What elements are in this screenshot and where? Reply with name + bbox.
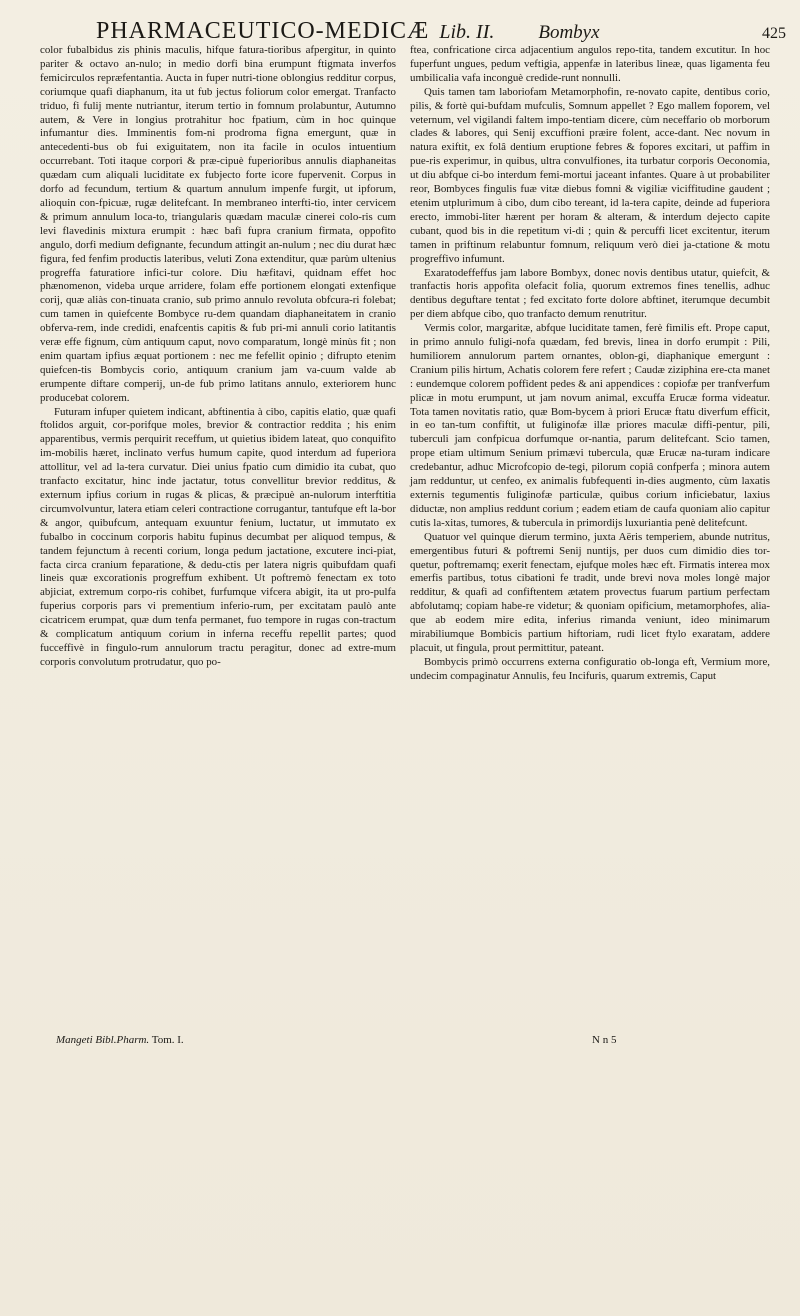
right-paragraph-4: Vermis color, margaritæ, abfque luciditate tamen, ferè fimilis eft. Prope caput, in primo annulo fuligi-nofa quædam, fed brevis, linea in dorfo erumpit : Pili, humiliorem annulorum partem ornantes, oblon-gi, diaphanique emergunt : Cranium pilis hirtum, Achatis colorem fere refert ; Caudæ ziziphina ere-cta manet : eundemque colorem poffident pedes & ani appendices : copiofæ per tranfverfum plicæ in motu erumpunt, ut jam novum animal, excuffa Erucæ forma videatur. Tota tamen novitatis ratio, quæ Bom-bycem à priori Erucæ ftatu diverfum efficit, in eo tan-tum confiftit, ut fuliginofæ illæ priores maculæ diffi-pentur, pili, tuberculi jam confpicua dorfumque or-nantia, parum delitefcant. Scio tamen, prope etiam ultimum Senium primævi tubercula, quæ Erucæ na-turam indicare credebantur, adhuc Microfcopio de-tegi, pilorum copiâ confperfa ; minora autem jam redduntur, ut cenfeo, ex animalis fubfequenti in-dies augmento, cùm laxatis externis tegumentis fuliginofæ particulæ, quibus corium inficiebatur, laxius diductæ, non amplius reddunt corium ; eadem etiam de caufa quoniam alio capitur cutis la-xitas, tumores, & tubercula in primordijs luxuriantia penè delitefcunt. (410, 322, 770, 529)
running-title: PHARMACEUTICO-MEDICÆ (96, 18, 430, 44)
right-paragraph-2: Quis tamen tam laboriofam Metamorphofin, re-novato capite, dentibus corio, pilis, & fortè qui-bufdam mufculis, Somnum appellet ? Ego mallem foporem, vel veternum, vel vigilandi faltem impo-tentiam dicere, cùm neceffario ob morborum clades & labores, qui Senij excuffioni præire folent, acce-dant. Nec novum in natura exiftit, ex folâ dentium eruptione febres & fopores excitari, ut paffim in pue-ris experimur, in quibus, ultra convulfiones, ita turbatur corporis Oeconomia, ut diu abfque ci-bo interdum femi-mortui jaceant infantes. Quare à ut probabiliter reor, Bombyces fingulis fuæ vitæ diebus fomni & vigiliæ viciffitudine gaudent ; etenim utplurimum à cibo, dum cibo tereant, id la-tera capite, deinde ad fuperiora erecto, immobi-liter hærent per horam & alteram, & interdum dejecto capite cubant, quod bis in die repetitum vi-di ; quin & percuffi licet excitentur, iterum tamen in priftinum relabuntur fomnum, reliquum verò diei ja-ctatione & motu progreffivo infumunt. (410, 85, 770, 265)
left-paragraph-1: color fubalbidus zis phinis maculis, hifque fatura-tioribus afpergitur, in quinto pariter & octavo an-nulo; in medio dorfi bina erumpunt ftigmata inverfos femicirculos repræfentantia. Aucta in fuper nutri-tione oblongius redditur corpus, coriumque quafi diaphanum, ita ut fub jectus foliorum color emergat. Tranfacto triduo, fi fulij mente nutriantur, iterum tertio in fomnum prolabuntur, Autumno autem, & Vere in longius protrahitur hoc fpatium, cùm in hoc quinque infumantur dies. Imminentis fom-ni prodroma figna emergunt, quæ in antecedenti-bus ob fui exiguitatem, non ita facile in oculos intuentium occurrebant. Toti itaque corpori & præ-cipuè fuperioribus annulis diaphaneitas quædam cum aliquali luciditate ex fubjecto forte icore fupervenit. Corpus in dorfo ad fecundum, tertium & quartum annulum impenfe furgit, ut ipforum, alioquin con-fpicuæ, rugæ delitefcant. In membraneo interfti-tio, inter cervicem & primum annulum loca-to, triangularis quædam maculæ cinerei colo-ris cum levi flavedinis mixtura erumpit : hæc bafi fupra cranium firmata, oppofito angulo, dorfi medium defignante, fecundum attingit an-nulum ; nec diu durat hæc figura, fed fenfim productis lateribus, veluti Zona extenditur, quæ parùm ultenius progreffa faturatiore infici-tur colore. Diu hæfitavi, quidnam effet hoc phænomenon, videba urque arridere, folam effe portionem elongati extenfique corij, quæ aliàs con-tinuata cranio, sub primo annulo revoluta obfcura-ri folebat; cum tamen in quiefcente Bombyce ru-dem quandam diaphaneitatem in cranio obferva-rem, inde credidi, enafcentis capitis & fub pri-mi annuli corio latitantis veræ effe fignum, cùm antiquum caput, novo comparatum, longè minùs fit ; non enim quartam ipfius æquat portionem : nec me fefellit opinio ; difrupto etenim quiefcen-tis Bombycis corio, antiquum cranium jam va-cuum valde ab erumpente diftare comperij, un-de fub primo latitans annulo, exteriorem hunc producebat colorem. (40, 44, 396, 404)
subject-heading: Bombyx (538, 22, 600, 43)
footer-source-title: Mangeti Bibl.Pharm. (56, 1034, 150, 1046)
signature-mark: N n 5 (592, 1034, 617, 1046)
right-paragraph-6: Bombycis primò occurrens externa configuratio ob-longa eft, Vermium more, undecim compaginatur Annulis, feu Incifuris, quarum extremis, Caput (410, 655, 770, 682)
footer-source (56, 1034, 184, 1046)
right-paragraph-1: ftea, confricatione circa adjacentium angulos repo-tita, tandem excutitur. In hoc fuperfunt ungues, pedum veftigia, appenfæ in lateribus lineæ, quas ligamenta feu umbilicalia vafa inconguè credide-runt nonnulli. (410, 44, 770, 84)
footer-tome: Tom. I. (151, 1034, 184, 1046)
left-paragraph-2: Futuram infuper quietem indicant, abftinentia à cibo, capitis elatio, quæ quafi ftolidos arguit, cor-porifque moles, brevior & contractior reddita ; his enim apparentibus, vermis perquirit receffum, ut quietius ibidem lateat, quo conquifito im-mobilis hæret, inclinato verfus humum capite, quod interdum ad fuperiora attollitur, vel ad la-tera curvatur. Diei unius fpatio cum dimidio ita cubat, quo tranfacto excitatur, hinc inde jactatur, totus convellitur brevior redditus, & externum ipfius corium in rugas & plicas, & præcipuè an-nulorum interftitia circumvolvuntur, latera etiam celeri contractione corrugantur, tantufque eft la-bor & angor, quibufcum, antequam exuuntur fenium, luctatur, ut immutato ex fubalbo in coccinum corporis habitu fupinus decumbat per aliquod tempus, & tandem fejunctum à recenti corium, longa pedum jactatione, excutere inci-piat, facta circa cranium feparatione, & dedu-ctis per latera nigris quibufdam quafi lineis quæ excorationis progreffum exhibent. Ut poftremò fenectam ex toto abjiciat, extremum corpo-ris cohibet, furfumque vifcera abigit, ita ut pro-pulfa fuperius corporis pars vi prementium inferio-rum, per excitatam paulò ante cicatricem erumpat, quæ dum tenfa permanet, fuo tempore in rugas con-tractum & complicatum antiquum corium in inferna receffu repellit partes; quod fucceffivè in fingulo-rum annulorum tractu peragitur, donec ad extre-mum corporis convolutum protrudatur, quo po- (40, 405, 396, 668)
page-number: 425 (762, 25, 786, 42)
book-number: Lib. II. (439, 21, 495, 43)
left-column (40, 44, 396, 670)
right-paragraph-3: Exaratodeffeffus jam labore Bombyx, donec novis dentibus utatur, quiefcit, & tranfactis horis appofita olefacit folia, quorum extremos fines tenellis, adhuc dentibus deguftare tentat ; fed excitato forte dolore abftinet, iterumque decumbit per diem abfque cibo, quo tranfacto demum renutritur. (410, 266, 770, 321)
right-column (410, 44, 770, 684)
right-paragraph-5: Quatuor vel quinque dierum termino, juxta Aëris temperiem, abunde nutritus, emergentibus futuri & poftremi Senij nuntijs, per duos cum dimidio dies tor-quetur, poftremamq; exerit fenectam, ejufque moles hæc eft. Firmatis interea mox emerfis partibus, totus cibationi fe tradit, unde brevi nova moles longè major redditur, & quafi ad confiftentem ætatem provectus fuarum partium perfectam abfolutamq; copiam habe-re videtur; & quoniam opificium, metamorphofes, alia-que ab eodem mire edita, inferius rimanda veniunt, ideo minimarum mirabiliumque Bombicis partium hiftoriam, rudi licet ftylo exaratam, addere placuit, ut fingula, prout permittitur, pateant. (410, 530, 770, 654)
